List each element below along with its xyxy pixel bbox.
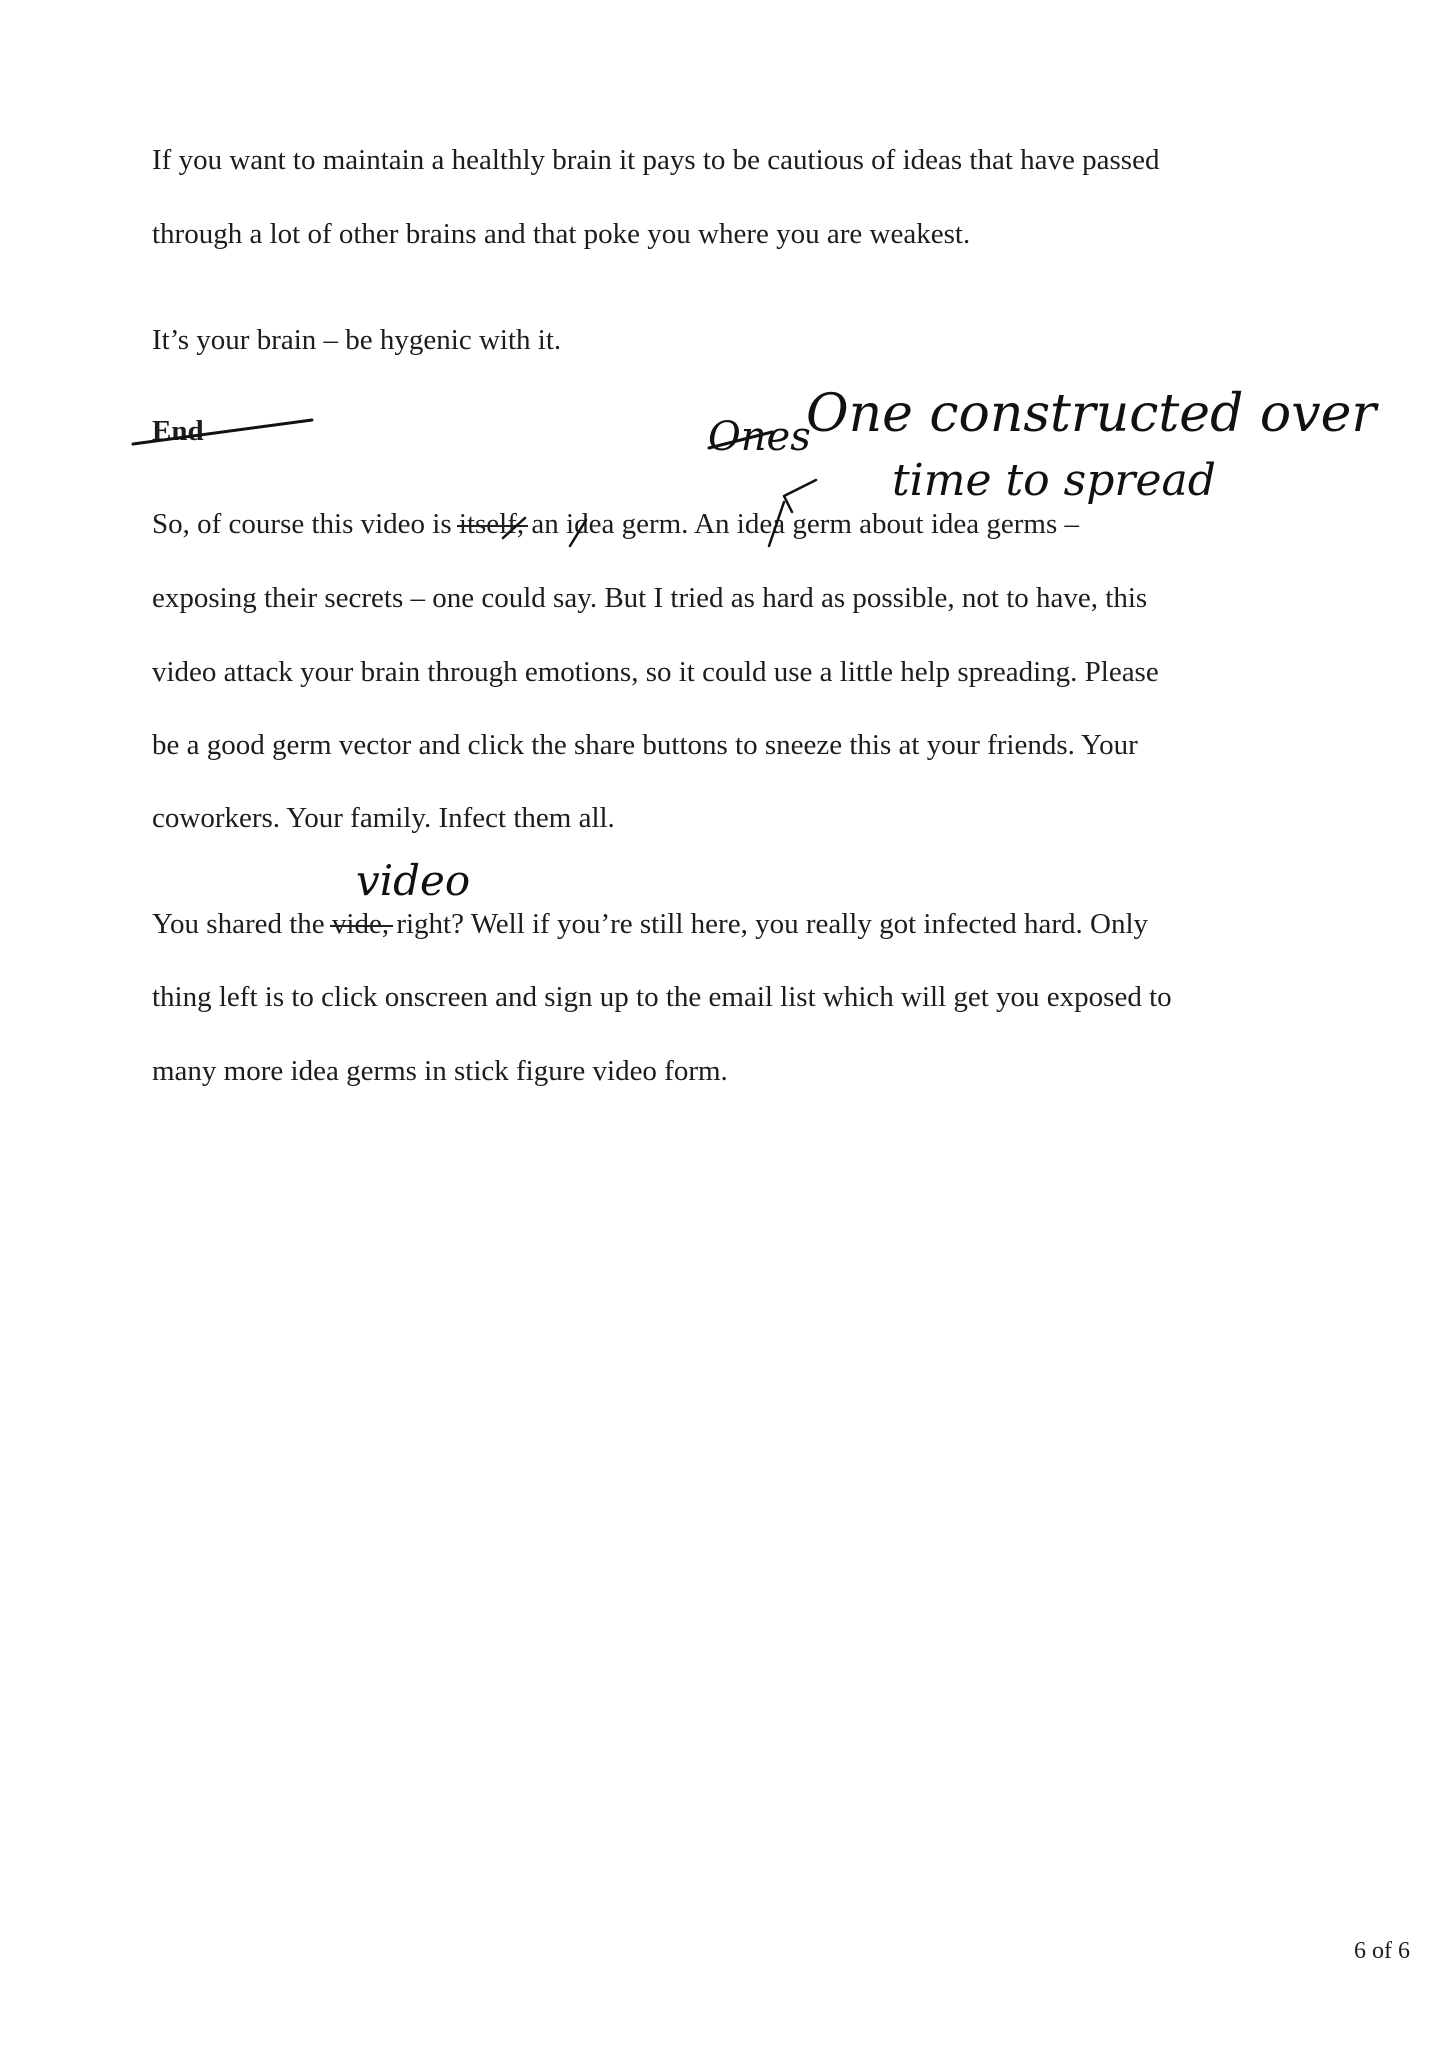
text-segment: So, of course this video is	[152, 508, 459, 540]
struck-word	[332, 906, 389, 942]
body-text-line: through a lot of other brains and that poke you where you are weakest.	[152, 218, 971, 250]
body-text-line	[152, 506, 1079, 542]
body-text-line: video attack your brain through emotions, so it could use a little help spreading. Please	[152, 656, 1159, 688]
end-marker: End	[152, 415, 204, 447]
body-text-line	[152, 906, 1148, 942]
text-segment: An idea germ about idea germs –	[688, 508, 1080, 540]
handwritten-insertion-line-2: time to spread	[892, 455, 1216, 506]
handwritten-insertion-line-1: One constructed over	[806, 384, 1377, 444]
struck-word	[459, 506, 524, 542]
body-text-line: It’s your brain – be hygenic with it.	[152, 324, 562, 356]
struck-word-text: itself,	[458, 508, 525, 540]
text-segment: an idea germ.	[524, 508, 689, 540]
handwritten-correction: video	[356, 856, 471, 905]
strikethrough-mark	[330, 925, 393, 927]
handwritten-struck-word: Ones	[708, 414, 811, 460]
body-text-line: be a good germ vector and click the share buttons to sneeze this at your friends. Your	[152, 729, 1138, 761]
text-segment: right? Well if you’re still here, you really got infected hard. Only	[389, 908, 1149, 940]
body-text-line: many more idea germs in stick figure video form.	[152, 1055, 728, 1087]
strikethrough-mark	[457, 525, 528, 527]
body-text-line: If you want to maintain a healthly brain it pays to be cautious of ideas that have passed	[152, 144, 1160, 176]
struck-word-text: vide,	[331, 908, 390, 940]
body-text-line: coworkers. Your family. Infect them all.	[152, 802, 615, 834]
text-segment: You shared the	[152, 908, 332, 940]
body-text-line: exposing their secrets – one could say. But I tried as hard as possible, not to have, this	[152, 582, 1148, 614]
body-text-line: thing left is to click onscreen and sign up to the email list which will get you exposed to	[152, 981, 1172, 1013]
page-number: 6 of 6	[1354, 1938, 1410, 1964]
